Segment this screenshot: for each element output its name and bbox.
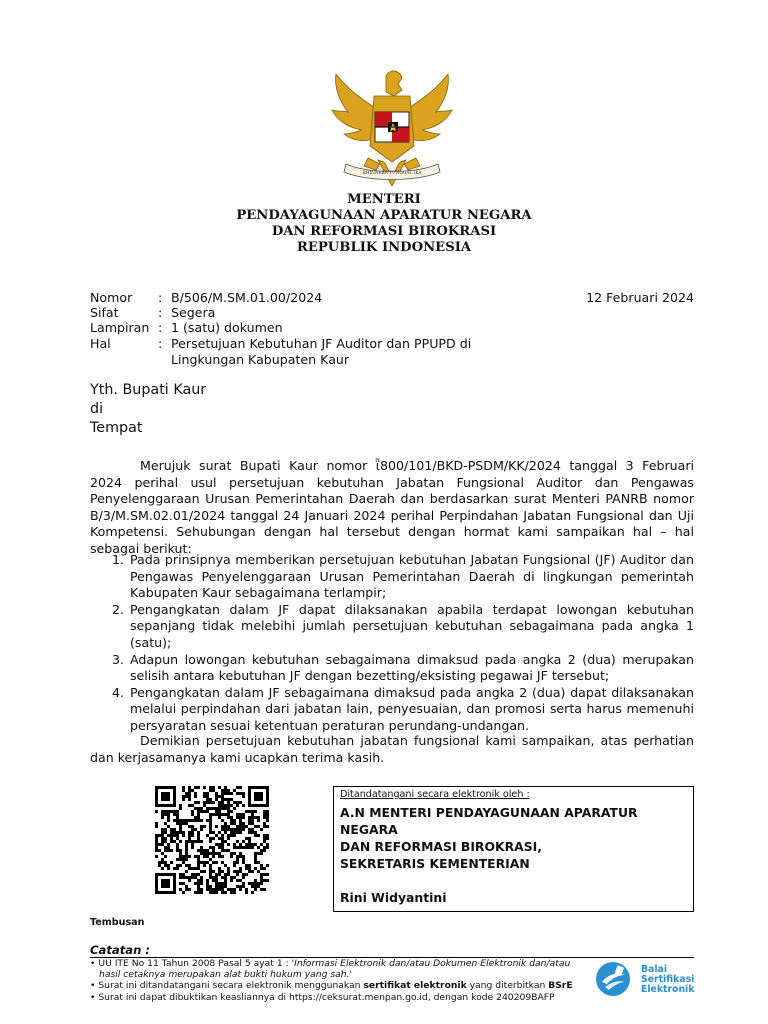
bsre-wordmark: Balai Sertifikasi Elektronik [641,964,695,995]
body-intro: Merujuk surat Bupati Kaur nomor ῗ800/101/BKD-PSDM/KK/2024 tanggal 3 Februari 2024 perihal usul persetujuan kebutuhan Jabatan Fungsional Auditor dan Pengawas Penyelenggaraan Urusan Pemerintahan Daerah dan berdasarkan surat Menteri PANRB nomor B/3/M.SM.02.01/2024 tanggal 24 Januari 2024 perihal Perpindahan Jabatan Fungsional dan Uji Kompetensi. Sehubungan dengan hal tersebut dengan hormat kami sampaikan hal – hal sebagai berikut: [90,458,694,556]
meta-hal-label: Hal [90,336,111,351]
signature-line-4: SEKRETARIS KEMENTERIAN [340,856,530,871]
list-item-number: 3. [112,651,125,667]
qr-finder-square [161,792,170,801]
list-item [90,652,694,685]
list-item [90,602,694,652]
signatory-name: Rini Widyantini [340,890,447,905]
list-item-text: Pengangkatan dalam JF dapat dilaksanakan apabila terdapat lowongan kebutuhan sepanjang tidak melebihi jumlah persetujuan kebutuhan sebagaimana pada angka 1 (satu); [130,601,694,650]
qr-finder-square [161,879,170,888]
meta-nomor-value: B/506/M.SM.01.00/2024 [171,290,323,305]
signature-block [340,804,638,906]
footer-notes [90,958,610,1003]
signature-label: Ditandatangani secara elektronik oleh : [340,789,530,800]
header-line-republic: REPUBLIK INDONESIA [296,240,472,255]
note-uu-ite-cont: hasil cetaknya merupakan alat bukti hukum yang sah.' [99,969,353,981]
list-item-text: Adapun lowongan kebutuhan sebagaimana dimaksud pada angka 2 (dua) merupakan selisih antara kebutuhan JF dengan bezetting/eksisting pegawai JF tersebut; [130,651,694,684]
meta-separator: : [158,320,163,335]
list-item-text: Pengangkatan dalam JF sebagaimana dimaksud pada angka 2 (dua) dapat dilaksanakan melalui perpindahan dari jabatan lain, penyesuaian, dan promosi serta harus memenuhi persyaratan sesuai ketentuan peraturan perundang-undangan. [130,684,694,733]
meta-hal-value-1: Persetujuan Kebutuhan JF Auditor dan PPUPD di [171,336,472,351]
tembusan-label: Tembusan [90,917,145,928]
meta-separator: : [158,336,163,351]
list-item-number: 4. [112,684,125,700]
garuda-emblem-icon [328,66,456,192]
meta-separator: : [158,305,163,320]
meta-hal-value-2: Lingkungan Kabupaten Kaur [171,352,350,367]
signature-line-1: A.N MENTERI PENDAYAGUNAAN APARATUR [340,805,638,820]
note-bsre: • Surat ini ditandatangani secara elektronik menggunakan sertifikat elektronik yang diterbitkan BSrE [90,980,573,992]
list-item [90,685,694,735]
signature-line-3: DAN REFORMASI BIROKRASI, [340,839,542,854]
header-line-menteri: MENTERI [347,192,421,207]
note-verify-link[interactable]: • Surat ini dapat dibuktikan keasliannya di https://ceksurat.menpan.go.id, dengan kode 240209BAFP [90,991,555,1003]
header-line-reform: DAN REFORMASI BIROKRASI [271,224,497,239]
qr-finder-square [254,792,263,801]
addressee-di: di [90,401,104,417]
catatan-label: Catatan : [90,943,150,957]
list-item [90,552,694,602]
meta-lampiran-value: 1 (satu) dokumen [171,320,283,335]
addressee-name: Yth. Bupati Kaur [90,382,207,398]
meta-sifat-value: Segera [171,305,216,320]
meta-nomor-label: Nomor [90,290,133,305]
signature-line-2: NEGARA [340,822,398,837]
letter-date: 12 Februari 2024 [586,290,694,305]
body-list [90,552,694,735]
addressee-place: Tempat [90,420,143,436]
meta-sifat-label: Sifat [90,305,119,320]
body-closing: Demikian persetujuan kebutuhan jabatan fungsional kami sampaikan, atas perhatian dan kerjasamanya kami ucapkan terima kasih. [90,733,694,765]
meta-lampiran-label: Lampiran [90,320,150,335]
emblem-motto: BHINNEKA TUNGGAL IKA [362,171,422,176]
list-item-number: 1. [112,552,125,567]
note-uu-ite: • UU ITE No 11 Tahun 2008 Pasal 5 ayat 1 : 'Informasi Elektronik dan/atau Dokumen Elektronik dan/atau [90,958,571,969]
bsre-logo-icon [594,960,632,998]
qr-code-icon [155,786,269,894]
list-item-number: 2. [112,601,125,617]
header-line-ministry: PENDAYAGUNAAN APARATUR NEGARA [236,208,532,223]
list-item-text: Pada prinsipnya memberikan persetujuan kebutuhan Jabatan Fungsional (JF) Auditor dan Pengawas Penyelenggaraan Urusan Pemerintahan Daerah di lingkungan pemerintah Kabupaten Kaur sebagaimana terlampir; [130,552,694,601]
meta-separator: : [158,290,163,305]
